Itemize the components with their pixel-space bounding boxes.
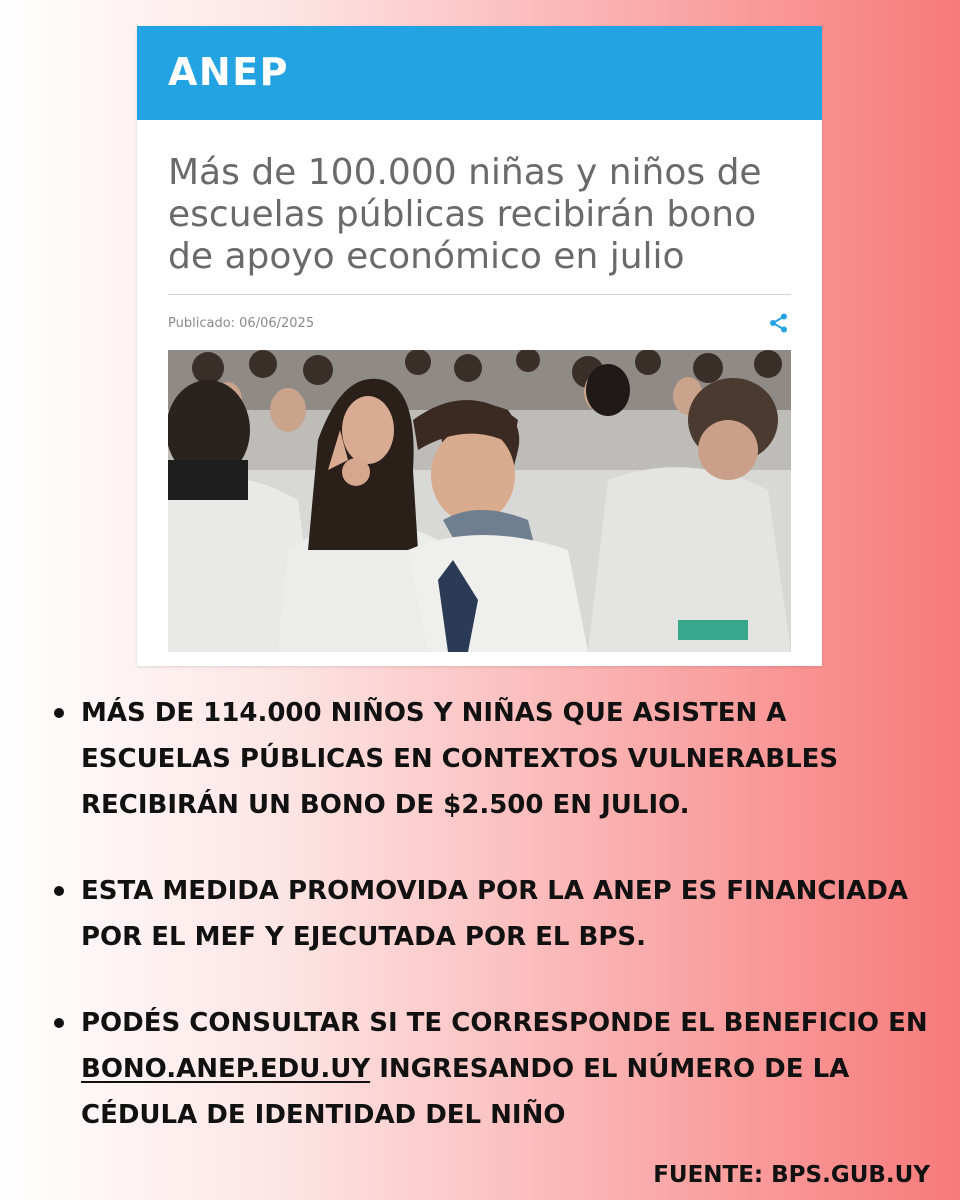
divider (168, 294, 791, 295)
published-date: Publicado: 06/06/2025 (168, 316, 315, 331)
bullet-item (48, 1000, 928, 1138)
news-headline: Más de 100.000 niñas y niños de escuelas públicas recibirán bono de apoyo económico en julio (168, 152, 762, 277)
card-header (137, 26, 822, 120)
news-card (137, 26, 822, 666)
info-bullet-list (48, 690, 928, 1178)
bullet-item: MÁS DE 114.000 NIÑOS Y NIÑAS QUE ASISTEN A ESCUELAS PÚBLICAS EN CONTEXTOS VULNERABLES RECIBIRÁN UN BONO DE $2.500 EN JULIO. (48, 690, 928, 828)
bullet-text: INGRESANDO EL NÚMERO DE LA CÉDULA DE IDENTIDAD DEL NIÑO (81, 1054, 850, 1130)
anep-logo: ANEP (168, 50, 290, 94)
bono-link[interactable]: BONO.ANEP.EDU.UY (81, 1054, 371, 1084)
students-photo (168, 350, 791, 652)
bullet-item: ESTA MEDIDA PROMOVIDA POR LA ANEP ES FINANCIADA POR EL MEF Y EJECUTADA POR EL BPS. (48, 868, 928, 960)
bullet-text: PODÉS CONSULTAR SI TE CORRESPONDE EL BENEFICIO EN (81, 1008, 928, 1038)
share-icon[interactable] (768, 312, 790, 334)
source-credit: FUENTE: BPS.GUB.UY (653, 1162, 930, 1188)
